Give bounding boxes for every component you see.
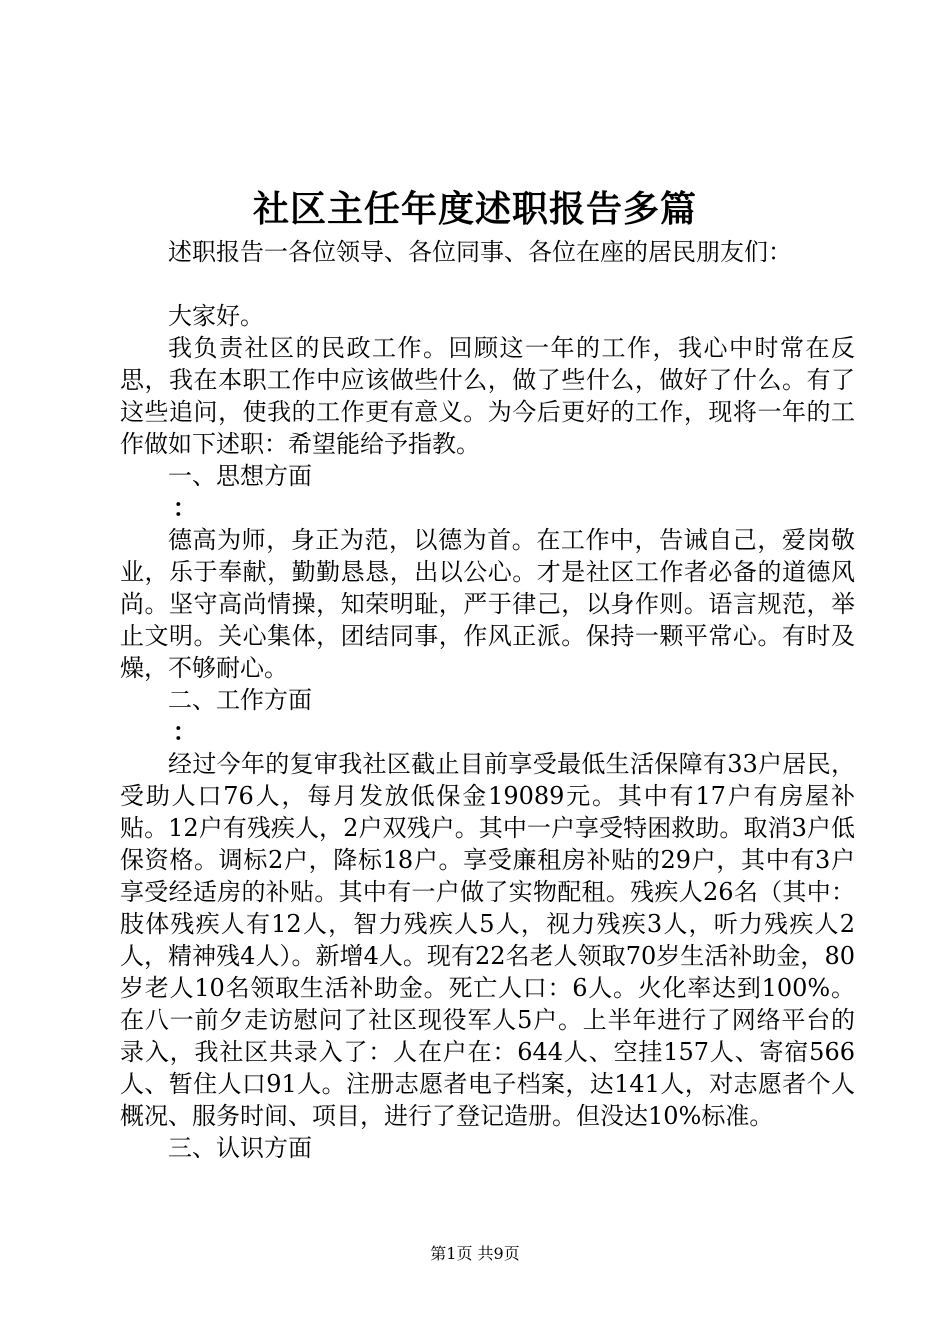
hello-paragraph: 大家好。: [168, 302, 264, 330]
section-colon-work: ：: [172, 717, 197, 746]
intro-paragraph: 我负责社区的民政工作。回顾这一年的工作，我心中时常在反思，我在本职工作中应该做些什么，做了些什么，做好了什么。有了这些追问，使我的工作更有意义。为今后更好的工作，现将一年的工作做如下述职：希望能给予指教。: [120, 334, 855, 458]
document-body: [120, 236, 855, 1164]
section-body-work: 经过今年的复审我社区截止目前享受最低生活保障有33户居民，受助人口76人，每月发放低保金19089元。其中有17户有房屋补贴。12户有残疾人，2户双残户。其中一户享受特困救助。取消3户低保资格。调标2户，降标18户。享受廉租房补贴的29户，其中有3户享受经适房的补贴。其中有一户做了实物配租。残疾人26名（其中：肢体残疾人有12人，智力残疾人5人，视力残疾3人，听力残疾人2人，精神残4人）。新增4人。现有22名老人领取70岁生活补助金，80岁老人10名领取生活补助金。死亡人口：6人。火化率达到100%。在八一前夕走访慰问了社区现役军人5户。上半年进行了网络平台的录入，我社区共录入了：人在户在：644人、空挂157人、寄宿566人、暂住人口91人。注册志愿者电子档案，达141人，对志愿者个人概况、服务时间、项目，进行了登记造册。但没达10%标准。: [120, 750, 855, 1130]
section-heading-understanding: 三、认识方面: [168, 1134, 312, 1162]
section-colon-thought: ：: [172, 493, 197, 522]
page-footer: 第1页 共9页: [430, 1244, 520, 1263]
document-title: 社区主任年度述职报告多篇: [252, 188, 697, 230]
section-body-thought: 德高为师，身正为范，以德为首。在工作中，告诫自己，爱岗敬业，乐于奉献，勤勤恳恳，出以公心。才是社区工作者必备的道德风尚。坚守高尚情操，知荣明耻，严于律己，以身作则。语言规范，举止文明。关心集体，团结同事，作风正派。保持一颗平常心。有时及燥，不够耐心。: [120, 526, 855, 682]
section-heading-work: 二、工作方面: [168, 686, 312, 714]
section-heading-thought: 一、思想方面: [168, 462, 312, 490]
greeting-paragraph: 述职报告一各位领导、各位同事、各位在座的居民朋友们：: [168, 238, 792, 266]
